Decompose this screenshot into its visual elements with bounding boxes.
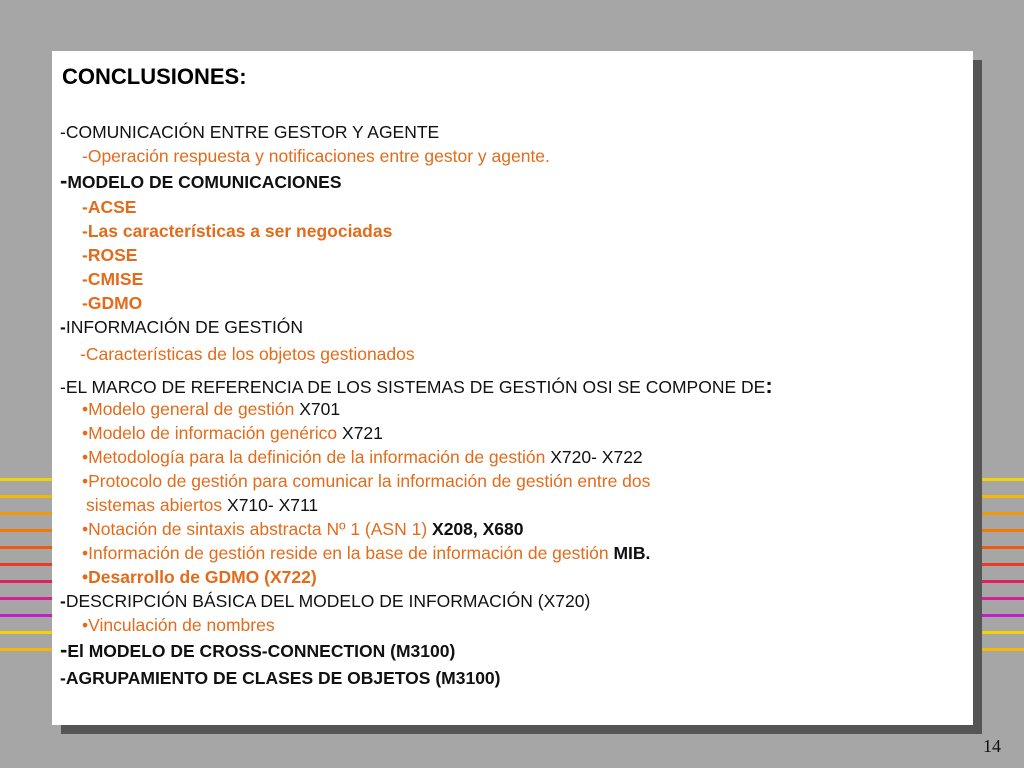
dash: - [60,122,66,142]
stripe [0,478,52,481]
line-marco-referencia: -EL MARCO DE REFERENCIA DE LOS SISTEMAS DE GESTIÓN OSI SE COMPONE DE: [60,373,773,398]
slide-card [52,51,973,725]
standard-code: MIB. [613,543,651,563]
colon: : [765,373,773,398]
line-cross-connection: -El MODELO DE CROSS-CONNECTION (M3100) [60,637,456,662]
line-operacion: -Operación respuesta y notificaciones entre gestor y agente. [82,146,550,166]
line-comunicacion: -COMUNICACIÓN ENTRE GESTOR Y AGENTE [60,122,440,142]
slide-title: CONCLUSIONES: [62,64,247,89]
line-descripcion-basica: -DESCRIPCIÓN BÁSICA DEL MODELO DE INFORMACIÓN (X720) [60,591,591,611]
line-informacion-reside: •Información de gestión reside en la base de información de gestión MIB. [82,543,651,563]
dash: - [60,591,66,611]
stripe [0,546,52,549]
standard-code: X701 [299,399,341,419]
line-modelo-comunicaciones: -MODELO DE COMUNICACIONES [60,168,342,193]
line-modelo-informacion: •Modelo de información genérico X721 [82,423,383,443]
line-rose: -ROSE [82,245,138,265]
line-protocolo: •Protocolo de gestión para comunicar la información de gestión entre dos [82,471,651,491]
stripe [0,563,52,566]
line-acse: -ACSE [82,197,137,217]
dash: - [60,637,68,662]
stripe [0,597,52,600]
line-notacion: •Notación de sintaxis abstracta Nº 1 (ASN 1) X208, X680 [82,519,524,539]
line-cmise: -CMISE [82,269,144,289]
page-number: 14 [983,736,1001,756]
dash: - [82,146,88,166]
stripe [0,495,52,498]
line-informacion-gestion: -INFORMACIÓN DE GESTIÓN [60,317,304,337]
line-desarrollo-gdmo: •Desarrollo de GDMO (X722) [82,567,317,587]
stripe [0,648,52,651]
stripe [0,529,52,532]
left-stripes-decoration [0,0,52,768]
stripe [0,580,52,583]
standard-code: X721 [342,423,383,443]
dash: - [60,317,66,337]
standard-code: X710- X711 [227,495,319,515]
dash: - [60,377,66,397]
line-caracteristicas-negociadas: -Las características a ser negociadas [82,221,393,241]
stripe [0,631,52,634]
line-modelo-general: •Modelo general de gestión X701 [82,399,341,419]
stripe [0,512,52,515]
line-gdmo: -GDMO [82,293,143,313]
line-caracteristicas-objetos: -Características de los objetos gestionados [80,344,415,364]
stripe [0,614,52,617]
dash: - [60,168,68,193]
standard-code: X720- X722 [550,447,643,467]
line-vinculacion: •Vinculación de nombres [82,615,275,635]
line-sistemas-abiertos: sistemas abiertos X710- X711 [86,495,319,515]
standard-code: X208, X680 [432,519,524,539]
line-agrupamiento: -AGRUPAMIENTO DE CLASES DE OBJETOS (M3100) [60,668,501,688]
line-metodologia: •Metodología para la definición de la información de gestión X720- X722 [82,447,643,467]
